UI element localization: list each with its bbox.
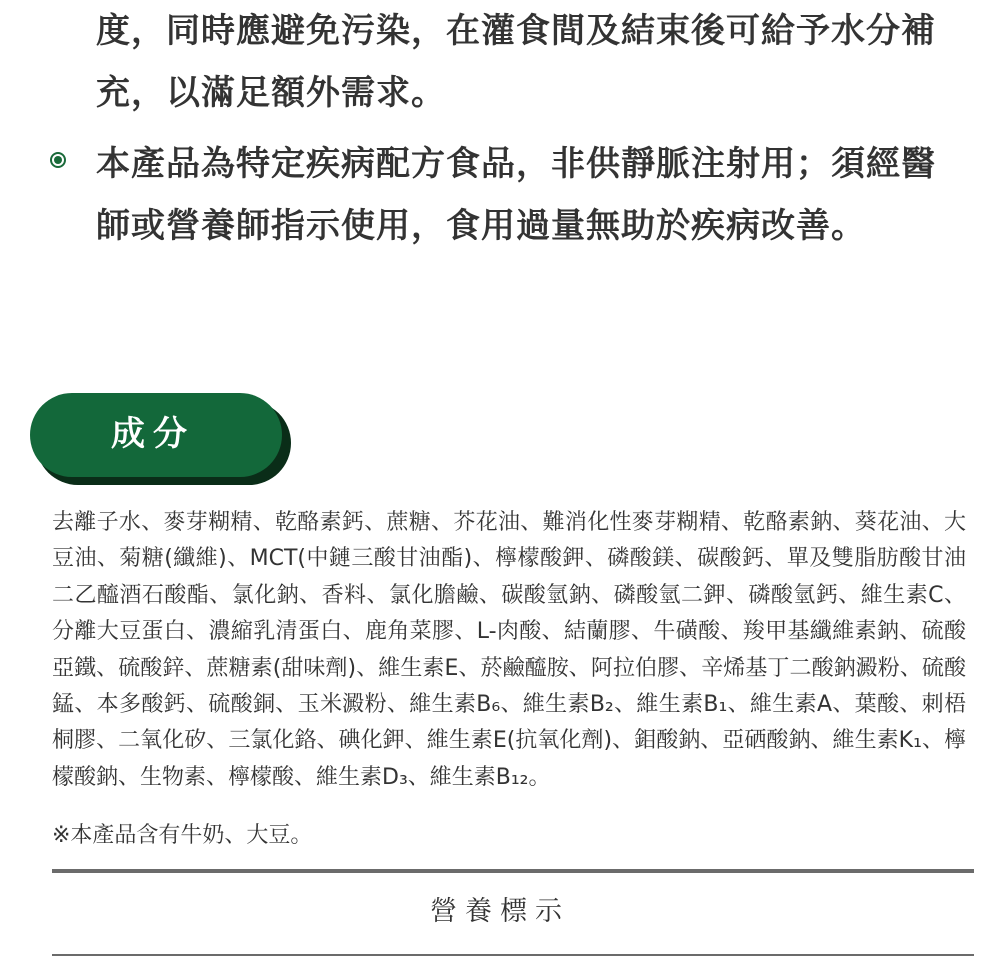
ingredients-list: 去離子水、麥芽糊精、乾酪素鈣、蔗糖、芥花油、難消化性麥芽糊精、乾酪素鈉、葵花油、大豆油、菊糖(纖維)、MCT(中鏈三酸甘油酯)、檸檬酸鉀、磷酸鎂、碳酸鈣、單及雙脂肪酸甘油二乙醯酒石酸酯、氯化鈉、香料、氯化膽鹼、碳酸氫鈉、磷酸氫二鉀、磷酸氫鈣、維生素C、分離大豆蛋白、濃縮乳清蛋白、鹿角菜膠、L-肉酸、結蘭膠、牛磺酸、羧甲基纖維素鈉、硫酸亞鐵、硫酸鋅、蔗糖素(甜味劑)、維生素E、菸鹼醯胺、阿拉伯膠、辛烯基丁二酸鈉澱粉、硫酸錳、本多酸鈣、硫酸銅、玉米澱粉、維生素B₆、維生素B₂、維生素B₁、維生素A、葉酸、刺梧桐膠、二氧化矽、三氯化鉻、碘化鉀、維生素E(抗氧化劑)、鉬酸鈉、亞硒酸鈉、維生素K₁、檸檬酸鈉、生物素、檸檬酸、維生素D₃、維生素B₁₂。: [52, 510, 966, 790]
divider-top: [52, 869, 974, 873]
section-title: 成分: [111, 414, 195, 454]
allergen-note: ※本產品含有牛奶、大豆。: [52, 823, 313, 848]
bullet-icon: [50, 152, 66, 168]
notice-paragraph-continued: 度，同時應避免污染，在灌食間及結束後可給予水分補充，以滿足額外需求。: [96, 11, 936, 113]
notice-paragraph-usage: 本產品為特定疾病配方食品，非供靜脈注射用；須經醫師或營養師指示使用，食用過量無助於疾病改善。: [96, 144, 936, 246]
nutrition-title: 營養標示: [430, 896, 570, 927]
divider-bottom: [52, 954, 974, 956]
